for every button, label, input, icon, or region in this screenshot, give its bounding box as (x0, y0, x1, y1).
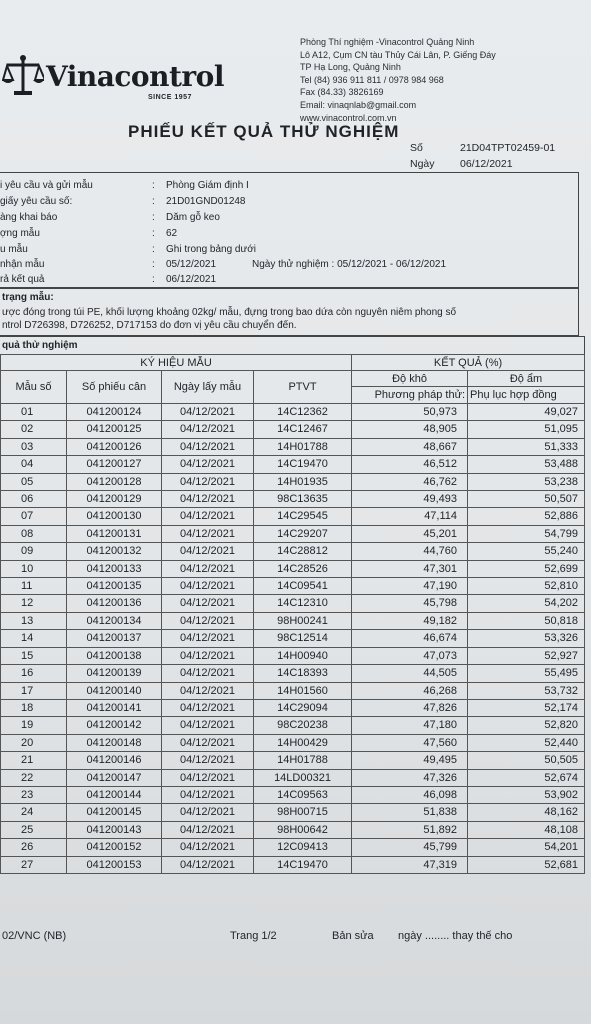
logo-since: SINCE 1957 (148, 94, 192, 101)
cell-do-kho: 46,098 (352, 786, 468, 803)
cell-do-kho: 46,512 (352, 456, 468, 473)
cell-ngay-lay-mau: 04/12/2021 (162, 821, 254, 838)
ngay-value: 06/12/2021 (460, 158, 513, 170)
cell-do-am: 53,902 (468, 786, 585, 803)
cell-so-phieu-can: 041200138 (67, 647, 162, 664)
cell-ngay-lay-mau: 04/12/2021 (162, 404, 254, 421)
cell-mau-so: 06 (1, 491, 67, 508)
cell-mau-so: 26 (1, 839, 67, 856)
table-row (1, 404, 585, 421)
cell-ptvt: 14C28526 (254, 560, 352, 577)
cell-ngay-lay-mau: 04/12/2021 (162, 682, 254, 699)
table-row (1, 491, 585, 508)
col-ngay-lay-mau: Ngày lấy mẫu (162, 371, 254, 404)
cell-do-kho: 44,760 (352, 543, 468, 560)
cell-do-am: 55,495 (468, 665, 585, 682)
cell-do-am: 54,201 (468, 839, 585, 856)
cell-ptvt: 14C18393 (254, 665, 352, 682)
table-row (1, 612, 585, 629)
cell-do-am: 50,507 (468, 491, 585, 508)
cell-do-am: 52,886 (468, 508, 585, 525)
cell-ptvt: 14C12310 (254, 595, 352, 612)
cell-do-kho: 48,905 (352, 421, 468, 438)
cell-so-phieu-can: 041200128 (67, 473, 162, 490)
status-heading: trạng mẫu: (2, 292, 54, 303)
cell-ptvt: 14H00429 (254, 734, 352, 751)
cell-ptvt: 14C29094 (254, 699, 352, 716)
cell-ngay-lay-mau: 04/12/2021 (162, 491, 254, 508)
cell-mau-so: 08 (1, 525, 67, 542)
cell-mau-so: 15 (1, 647, 67, 664)
lab-fax: Fax (84.33) 3826169 (300, 87, 384, 98)
cell-do-am: 50,505 (468, 752, 585, 769)
cell-mau-so: 11 (1, 578, 67, 595)
lab-city: TP Hạ Long, Quảng Ninh (300, 62, 401, 73)
cell-mau-so: 24 (1, 804, 67, 821)
cell-ngay-lay-mau: 04/12/2021 (162, 856, 254, 873)
cell-so-phieu-can: 041200148 (67, 734, 162, 751)
cell-ngay-lay-mau: 04/12/2021 (162, 438, 254, 455)
cell-so-phieu-can: 041200130 (67, 508, 162, 525)
cell-do-kho: 48,667 (352, 438, 468, 455)
cell-do-kho: 47,319 (352, 856, 468, 873)
cell-do-kho: 47,301 (352, 560, 468, 577)
cell-ngay-lay-mau: 04/12/2021 (162, 699, 254, 716)
table-row (1, 560, 585, 577)
cell-so-phieu-can: 041200137 (67, 630, 162, 647)
cell-ngay-lay-mau: 04/12/2021 (162, 734, 254, 751)
cell-ptvt: 98H00241 (254, 612, 352, 629)
cell-do-kho: 46,268 (352, 682, 468, 699)
table-row (1, 647, 585, 664)
result-group-header: KẾT QUẢ (%) (352, 355, 585, 371)
scales-icon (2, 54, 44, 98)
cell-do-kho: 45,798 (352, 595, 468, 612)
cell-so-phieu-can: 041200134 (67, 612, 162, 629)
cell-do-am: 52,674 (468, 769, 585, 786)
cell-do-kho: 47,190 (352, 578, 468, 595)
cell-do-am: 51,095 (468, 421, 585, 438)
page-title: PHIẾU KẾT QUẢ THỬ NGHIỆM (128, 122, 400, 141)
cell-so-phieu-can: 041200133 (67, 560, 162, 577)
cell-ngay-lay-mau: 04/12/2021 (162, 612, 254, 629)
cell-mau-so: 23 (1, 786, 67, 803)
cell-mau-so: 09 (1, 543, 67, 560)
cell-ptvt: 14H01788 (254, 752, 352, 769)
method-value: Phụ lục hợp đồng (468, 387, 585, 404)
logo-wordmark: Vinacontrol (46, 60, 224, 93)
cell-mau-so: 07 (1, 508, 67, 525)
cell-so-phieu-can: 041200153 (67, 856, 162, 873)
cell-so-phieu-can: 041200145 (67, 804, 162, 821)
cell-so-phieu-can: 041200146 (67, 752, 162, 769)
cell-ptvt: 14C09563 (254, 786, 352, 803)
cell-do-kho: 46,674 (352, 630, 468, 647)
revision-date: ngày ........ thay thế cho (398, 930, 513, 942)
cell-ptvt: 14H00940 (254, 647, 352, 664)
cell-do-am: 52,681 (468, 856, 585, 873)
cell-ngay-lay-mau: 04/12/2021 (162, 525, 254, 542)
cell-do-am: 54,202 (468, 595, 585, 612)
cell-mau-so: 22 (1, 769, 67, 786)
cell-do-am: 53,488 (468, 456, 585, 473)
cell-ptvt: 98C13635 (254, 491, 352, 508)
cell-do-am: 52,810 (468, 578, 585, 595)
cell-do-kho: 45,201 (352, 525, 468, 542)
cell-ngay-lay-mau: 04/12/2021 (162, 665, 254, 682)
cell-do-kho: 47,826 (352, 699, 468, 716)
cell-do-kho: 51,838 (352, 804, 468, 821)
cell-do-am: 52,927 (468, 647, 585, 664)
cell-do-kho: 49,495 (352, 752, 468, 769)
table-row (1, 456, 585, 473)
table-row (1, 752, 585, 769)
lab-website: www.vinacontrol.com.vn (300, 112, 397, 123)
cell-so-phieu-can: 041200136 (67, 595, 162, 612)
cell-mau-so: 03 (1, 438, 67, 455)
cell-so-phieu-can: 041200147 (67, 769, 162, 786)
lab-name: Phòng Thí nghiệm -Vinacontrol Quảng Ninh (300, 37, 475, 47)
cell-ngay-lay-mau: 04/12/2021 (162, 717, 254, 734)
cell-do-kho: 47,180 (352, 717, 468, 734)
request-info-box: i yêu cầu và gửi mẫu : Phòng Giám định I giấy yêu cầu số: : 21D01GND01248 àng khai báo : Dăm gỗ keo ợng mẫu : 62 u mẫu : Ghi trong bảng dưới nhận mẫu : 05/12/2021 Ngày thử nghiệm : 05/12/2021 - 06/12/2021 rả kết quả : 06/12/2021 (0, 172, 579, 288)
cell-do-kho: 49,182 (352, 612, 468, 629)
lab-address-block (300, 36, 496, 124)
cell-do-kho: 47,114 (352, 508, 468, 525)
cell-do-kho: 45,799 (352, 839, 468, 856)
cell-so-phieu-can: 041200125 (67, 421, 162, 438)
lab-address: Lô A12, Cụm CN tàu Thủy Cái Lân, P. Giếng Đáy (300, 49, 496, 60)
cell-ngay-lay-mau: 04/12/2021 (162, 786, 254, 803)
col-mau-so: Mẫu số (1, 371, 67, 404)
cell-ptvt: 14C12467 (254, 421, 352, 438)
cell-ngay-lay-mau: 04/12/2021 (162, 839, 254, 856)
cell-do-am: 50,818 (468, 612, 585, 629)
table-row (1, 699, 585, 716)
ngay-label: Ngày (410, 158, 435, 170)
cell-do-kho: 47,560 (352, 734, 468, 751)
cell-so-phieu-can: 041200152 (67, 839, 162, 856)
table-row (1, 717, 585, 734)
table-row (1, 839, 585, 856)
test-date: Ngày thử nghiệm : 05/12/2021 - 06/12/2021 (252, 259, 447, 270)
cell-ptvt: 14C19470 (254, 856, 352, 873)
cell-ngay-lay-mau: 04/12/2021 (162, 630, 254, 647)
cell-ptvt: 14H01788 (254, 438, 352, 455)
vinacontrol-logo (2, 54, 224, 104)
cell-ngay-lay-mau: 04/12/2021 (162, 752, 254, 769)
cell-ptvt: 14H01560 (254, 682, 352, 699)
cell-mau-so: 25 (1, 821, 67, 838)
cell-do-am: 53,238 (468, 473, 585, 490)
cell-mau-so: 12 (1, 595, 67, 612)
cell-ngay-lay-mau: 04/12/2021 (162, 769, 254, 786)
col-do-am: Độ ẩm (468, 371, 585, 387)
cell-ngay-lay-mau: 04/12/2021 (162, 595, 254, 612)
cell-mau-so: 19 (1, 717, 67, 734)
cell-so-phieu-can: 041200143 (67, 821, 162, 838)
cell-do-kho: 51,892 (352, 821, 468, 838)
cell-do-am: 53,732 (468, 682, 585, 699)
cell-do-am: 55,240 (468, 543, 585, 560)
form-code: 02/VNC (NB) (2, 930, 67, 942)
cell-mau-so: 20 (1, 734, 67, 751)
col-so-phieu-can: Số phiếu cân (67, 371, 162, 404)
cell-so-phieu-can: 041200127 (67, 456, 162, 473)
cell-ptvt: 14C29207 (254, 525, 352, 542)
table-row (1, 734, 585, 751)
cell-ngay-lay-mau: 04/12/2021 (162, 473, 254, 490)
cell-do-am: 49,027 (468, 404, 585, 421)
cell-do-am: 51,333 (468, 438, 585, 455)
cell-do-am: 52,699 (468, 560, 585, 577)
cell-so-phieu-can: 041200144 (67, 786, 162, 803)
cell-so-phieu-can: 041200140 (67, 682, 162, 699)
page-number: Trang 1/2 (230, 930, 277, 942)
cell-so-phieu-can: 041200132 (67, 543, 162, 560)
cell-mau-so: 04 (1, 456, 67, 473)
table-row (1, 508, 585, 525)
cell-ptvt: 14C09541 (254, 578, 352, 595)
lab-email: Email: vinaqnlab@gmail.com (300, 99, 417, 110)
sample-status-box (0, 288, 579, 336)
table-row (1, 769, 585, 786)
cell-mau-so: 05 (1, 473, 67, 490)
cell-ptvt: 98C20238 (254, 717, 352, 734)
cell-ngay-lay-mau: 04/12/2021 (162, 578, 254, 595)
cell-mau-so: 18 (1, 699, 67, 716)
table-row (1, 438, 585, 455)
cell-so-phieu-can: 041200139 (67, 665, 162, 682)
table-row (1, 578, 585, 595)
cell-ngay-lay-mau: 04/12/2021 (162, 508, 254, 525)
cell-so-phieu-can: 041200131 (67, 525, 162, 542)
cell-do-kho: 46,762 (352, 473, 468, 490)
col-ptvt: PTVT (254, 371, 352, 404)
cell-ptvt: 98H00715 (254, 804, 352, 821)
cell-mau-so: 21 (1, 752, 67, 769)
cell-mau-so: 27 (1, 856, 67, 873)
table-row (1, 682, 585, 699)
cell-mau-so: 17 (1, 682, 67, 699)
results-title: quả thử nghiệm (0, 336, 585, 354)
cell-so-phieu-can: 041200124 (67, 404, 162, 421)
cell-do-am: 54,799 (468, 525, 585, 542)
table-row (1, 665, 585, 682)
cell-mau-so: 10 (1, 560, 67, 577)
cell-do-am: 48,162 (468, 804, 585, 821)
table-row (1, 543, 585, 560)
table-row (1, 630, 585, 647)
cell-ptvt: 14H01935 (254, 473, 352, 490)
results-table (0, 354, 585, 874)
cell-ngay-lay-mau: 04/12/2021 (162, 456, 254, 473)
cell-do-kho: 49,493 (352, 491, 468, 508)
table-row (1, 821, 585, 838)
cell-so-phieu-can: 041200135 (67, 578, 162, 595)
cell-mau-so: 02 (1, 421, 67, 438)
cell-do-kho: 44,505 (352, 665, 468, 682)
cell-do-am: 52,440 (468, 734, 585, 751)
cell-mau-so: 16 (1, 665, 67, 682)
cell-so-phieu-can: 041200142 (67, 717, 162, 734)
cell-ptvt: 14C19470 (254, 456, 352, 473)
sample-group-header: KÝ HIỆU MẪU (1, 355, 352, 371)
table-row (1, 804, 585, 821)
cell-do-kho: 47,326 (352, 769, 468, 786)
lab-tel: Tel (84) 936 911 811 / 0978 984 968 (300, 74, 444, 85)
so-value: 21D04TPT02459-01 (460, 142, 556, 154)
cell-mau-so: 01 (1, 404, 67, 421)
cell-ptvt: 14LD00321 (254, 769, 352, 786)
cell-ptvt: 98C12514 (254, 630, 352, 647)
so-label: Số (410, 142, 423, 154)
table-row (1, 595, 585, 612)
revision-label: Bản sửa (332, 930, 374, 942)
cell-ptvt: 14C28812 (254, 543, 352, 560)
cell-so-phieu-can: 041200126 (67, 438, 162, 455)
status-text: ược đóng trong túi PE, khối lượng khoảng 02kg/ mẫu, đựng trong bao dứa còn nguyên niêm phong số ntrol D726398, D726252, D717153 do đơn vị yêu cầu chuyển đến. (2, 307, 457, 331)
cell-do-am: 52,820 (468, 717, 585, 734)
cell-do-am: 48,108 (468, 821, 585, 838)
cell-mau-so: 13 (1, 612, 67, 629)
cell-ptvt: 14C29545 (254, 508, 352, 525)
cell-do-kho: 47,073 (352, 647, 468, 664)
cell-ptvt: 98H00642 (254, 821, 352, 838)
cell-ngay-lay-mau: 04/12/2021 (162, 560, 254, 577)
cell-do-am: 52,174 (468, 699, 585, 716)
cell-do-kho: 50,973 (352, 404, 468, 421)
cell-ngay-lay-mau: 04/12/2021 (162, 647, 254, 664)
cell-do-am: 53,326 (468, 630, 585, 647)
method-label: Phương pháp thử: (352, 387, 468, 404)
cell-ptvt: 12C09413 (254, 839, 352, 856)
cell-ngay-lay-mau: 04/12/2021 (162, 804, 254, 821)
cell-ptvt: 14C12362 (254, 404, 352, 421)
cell-ngay-lay-mau: 04/12/2021 (162, 543, 254, 560)
table-row (1, 525, 585, 542)
table-row (1, 473, 585, 490)
results-section (0, 336, 585, 874)
cell-so-phieu-can: 041200141 (67, 699, 162, 716)
cell-ngay-lay-mau: 04/12/2021 (162, 421, 254, 438)
table-row (1, 856, 585, 873)
table-row (1, 786, 585, 803)
table-row (1, 421, 585, 438)
cell-so-phieu-can: 041200129 (67, 491, 162, 508)
cell-mau-so: 14 (1, 630, 67, 647)
col-do-kho: Độ khô (352, 371, 468, 387)
